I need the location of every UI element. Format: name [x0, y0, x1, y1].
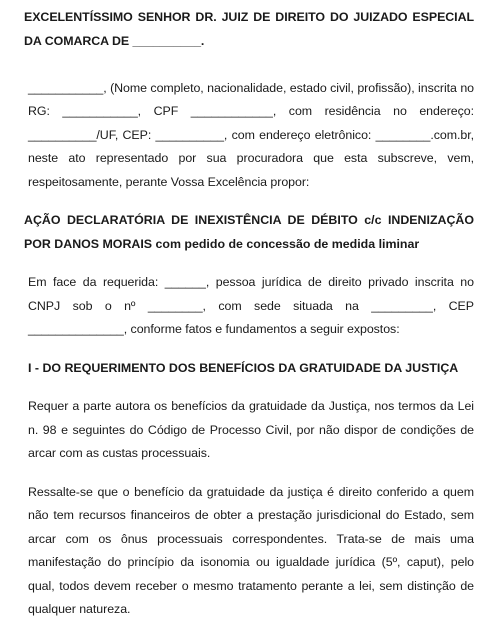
section-paragraph-2: Ressalte-se que o benefício da gratuidade da justiça é direito conferido a quem não tem recursos financeiros de obter a prestação jurisdicional do Estado, sem arcar com os ônus processuais correspondentes. Trata-se de mais uma manifestação do princípio da isonomia ou igualdade jurídica (5º, caput), pelo qual, todos devem receber o mesmo tratamento perante a lei, sem distinção de qualquer natureza. [28, 484, 474, 616]
defendant-paragraph: Em face da requerida: ______, pessoa jurídica de direito privado inscrita no CNPJ sob o nº ________, com sede situada na _________, CEP ______________, conforme fatos e fundamentos a seguir expostos: [28, 275, 474, 336]
section-paragraph-1: Requer a parte autora os benefícios da gratuidade da Justiça, nos termos da Lei n. 98 e seguintes do Código de Processo Civil, por não dispor de condições de arcar com as custas processuais. [28, 399, 474, 460]
party-qualification: ___________, (Nome completo, nacionalidade, estado civil, profissão), inscrita no RG: ___________, CPF ____________, com residência no endereço: __________/UF, CEP: __________, com endereço eletrônico: ________.com.br, neste ato representado por sua procuradora que esta subscreve, vem, respeitosamente, perante Vossa Excelência propor: [28, 80, 474, 189]
court-address: EXCELENTÍSSIMO SENHOR DR. JUIZ DE DIREITO DO JUIZADO ESPECIAL DA COMARCA DE __________. [24, 10, 474, 48]
section-title-gratuidade: I - DO REQUERIMENTO DOS BENEFÍCIOS DA GRATUIDADE DA JUSTIÇA [28, 360, 459, 375]
action-title: AÇÃO DECLARATÓRIA DE INEXISTÊNCIA DE DÉBITO c/c INDENIZAÇÃO POR DANOS MORAIS com pedido de concessão de medida liminar [24, 213, 474, 251]
